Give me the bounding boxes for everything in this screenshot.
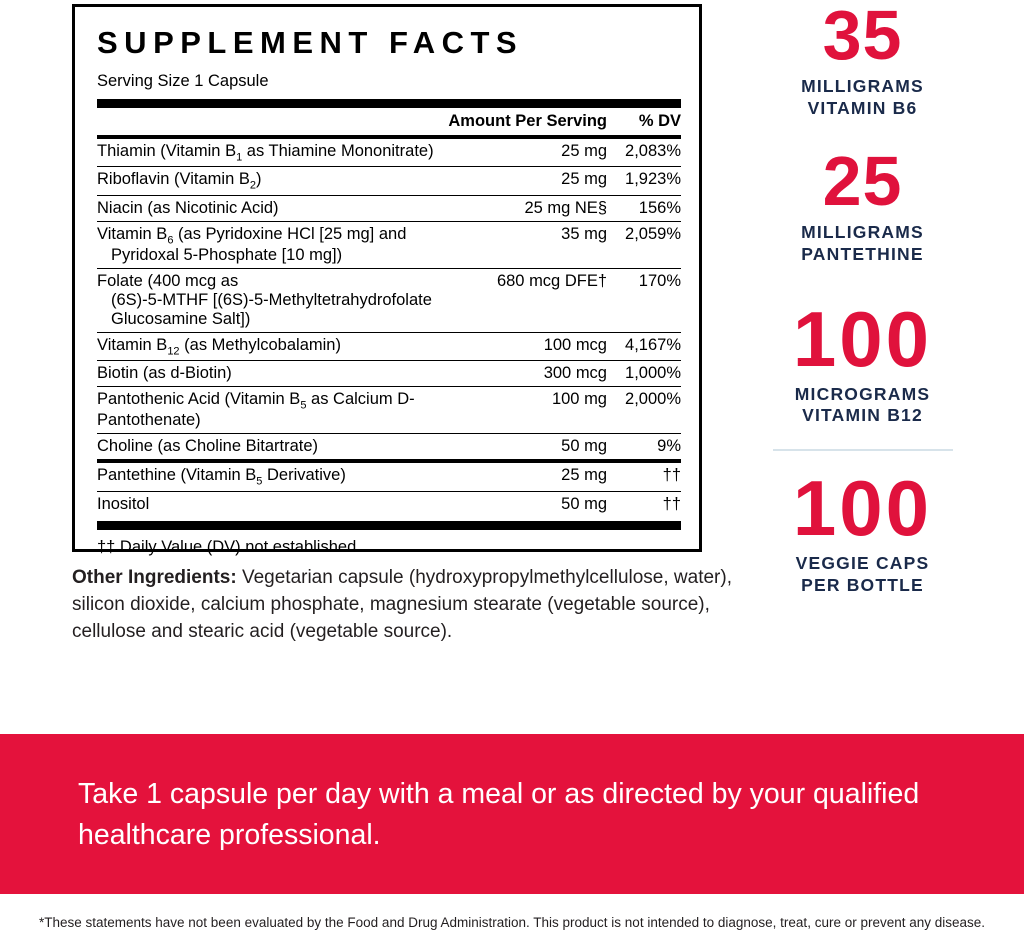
stat-number: 35: [822, 0, 903, 74]
stat-b12: [740, 294, 985, 428]
rule-thick-bottom: [97, 521, 681, 530]
table-row: Niacin (as Nicotinic Acid) 25 mg NE§ 156%: [97, 195, 681, 221]
stat-label: [740, 222, 985, 266]
stat-label-line1: VEGGIE CAPS: [795, 553, 930, 574]
nutrient-rows-secondary: [97, 463, 681, 516]
stat-label-line1: MILLIGRAMS: [801, 221, 924, 242]
stat-pantethine: [740, 141, 985, 266]
stat-b6: [740, 0, 985, 120]
panel-title: SUPPLEMENT FACTS: [97, 25, 524, 60]
stat-number: 100: [792, 464, 933, 553]
table-row: Pantethine (Vitamin $B_5$ Derivative) 25 mg ††: [97, 463, 681, 491]
directions-text: Take 1 capsule per day with a meal or as directed by your qualified healthcare professional.: [78, 778, 920, 852]
rule-thick-top: [97, 99, 681, 108]
stat-number: 100: [792, 294, 933, 383]
table-row: Vitamin $B_6$ (as Pyridoxine HCl [25 mg] and Pyridoxal 5-Phosphate [10 mg]) 35 mg 2,059%: [97, 221, 681, 268]
nutrition-table: [97, 108, 681, 135]
directions-band: [0, 734, 1024, 894]
table-row: Riboflavin (Vitamin $B_2$) 25 mg 1,923%: [97, 167, 681, 195]
serving-size: Serving Size 1 Capsule: [97, 72, 269, 90]
table-row: Pantothenic Acid (Vitamin $B_5$ as Calcium D-Pantothenate) 100 mg 2,000%: [97, 387, 681, 434]
nutrient-rows: [97, 139, 681, 459]
header-dv: % DV: [638, 112, 681, 130]
table-row: Thiamin (Vitamin $B_1$ as Thiamine Mononitrate) 25 mg 2,083%: [97, 139, 681, 167]
stat-label-line2: PANTETHINE: [801, 243, 924, 264]
stats-column: [740, 0, 985, 601]
stat-label-line2: VITAMIN B6: [807, 97, 918, 118]
stat-label: [740, 76, 985, 120]
stat-label-line2: PER BOTTLE: [801, 575, 924, 596]
fda-disclaimer: *These statements have not been evaluated by the Food and Drug Administration. This product is not intended to diagnose, treat, cure or prevent any disease.: [38, 915, 986, 930]
table-row: Choline (as Choline Bitartrate) 50 mg 9%: [97, 437, 681, 456]
other-ingredients-text: Vegetarian capsule (hydroxypropylmethylcellulose, water), silicon dioxide, calcium phosphate, magnesium stearate (vegetable source), cellulose and stearic acid (vegetable source).: [72, 567, 732, 642]
table-row: Folate (400 mcg as (6S)-5-MTHF [(6S)-5-Methyltetrahydrofolate Glucosamine Salt]) 680 mcg DFE† 170%: [97, 268, 681, 332]
other-ingredients-label: Other Ingredients:: [72, 567, 237, 588]
stat-label: [740, 384, 985, 428]
table-row: Inositol 50 mg ††: [97, 494, 681, 513]
table-row: Biotin (as d-Biotin) 300 mcg 1,000%: [97, 361, 681, 387]
stat-label-line1: MILLIGRAMS: [801, 76, 924, 96]
supplement-facts-panel: [72, 4, 702, 556]
stat-number: 25: [822, 141, 903, 220]
stat-label-line2: VITAMIN B12: [802, 405, 923, 426]
stat-label: [740, 553, 985, 597]
dv-footnote: †† Daily Value (DV) not established.: [97, 537, 361, 556]
stat-divider: [773, 449, 953, 451]
header-amount: Amount Per Serving: [448, 112, 607, 130]
stat-veggie-caps: [740, 464, 985, 597]
table-row: Vitamin $B_{12}$ (as Methylcobalamin) 100 mcg 4,167%: [97, 332, 681, 360]
stat-label-line1: MICROGRAMS: [794, 383, 931, 404]
other-ingredients: [72, 565, 732, 646]
table-header-row: [97, 108, 681, 135]
